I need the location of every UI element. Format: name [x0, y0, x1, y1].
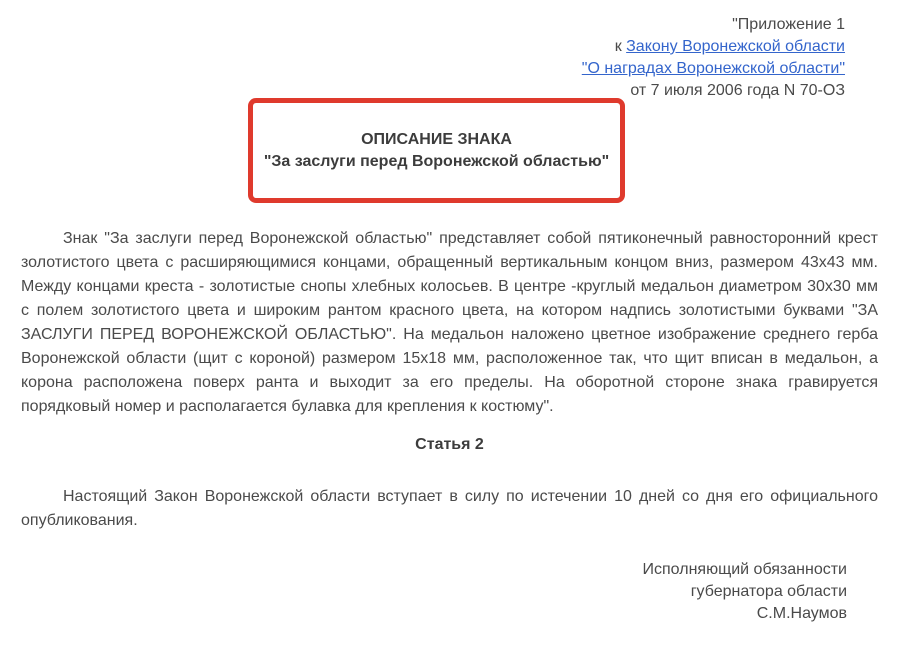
- awards-voronezh-region-link[interactable]: "О наградах Воронежской области": [581, 60, 845, 77]
- appendix-header-line-3: [21, 58, 845, 80]
- badge-description-subtitle: "За заслуги перед Воронежской областью": [263, 152, 610, 170]
- appendix-header: [21, 14, 878, 102]
- signature-name: С.М.Наумов: [756, 605, 847, 622]
- appendix-header-line-2: [21, 36, 845, 58]
- highlighted-title-box: [248, 98, 625, 203]
- signature-position-line-2: губернатора области: [690, 583, 847, 600]
- appendix-number-text: "Приложение 1: [732, 16, 845, 33]
- appendix-prefix-text: к: [614, 38, 627, 55]
- law-date-number-text: от 7 июля 2006 года N 70-ОЗ: [630, 82, 845, 99]
- law-voronezh-region-link[interactable]: Закону Воронежской области: [626, 38, 845, 55]
- signature-position-line-1: Исполняющий обязанности: [642, 561, 847, 578]
- signature-block: [21, 559, 878, 625]
- appendix-header-line-1: [21, 14, 845, 36]
- article-2-heading: Статья 2: [415, 436, 484, 453]
- badge-description-paragraph: Знак "За заслуги перед Воронежской областью" представляет собой пятиконечный равносторонний крест золотистого цвета с расширяющимися концами, обращенный вертикальным концом вниз, размером 43х43 мм. Между концами креста - золотистые снопы хлебных колосьев. В центре -круглый медальон диаметром 30х30 мм с полем золотистого цвета и широким рантом красного цвета, на котором надпись золотистыми буквами "ЗА ЗАСЛУГИ ПЕРЕД ВОРОНЕЖСКОЙ ОБЛАСТЬЮ". На медальон наложено цветное изображение среднего герба Воронежской области (щит с короной) размером 15х18 мм, расположенное так, что щит вписан в медальон, а корона расположена поверх ранта и выходит за его пределы. На оборотной стороне знака гравируется порядковый номер и располагается булавка для крепления к костюму".: [21, 230, 878, 415]
- badge-description-title: ОПИСАНИЕ ЗНАКА: [361, 130, 512, 148]
- article-2-paragraph: Настоящий Закон Воронежской области вступает в силу по истечении 10 дней со дня его официального опубликования.: [21, 488, 878, 529]
